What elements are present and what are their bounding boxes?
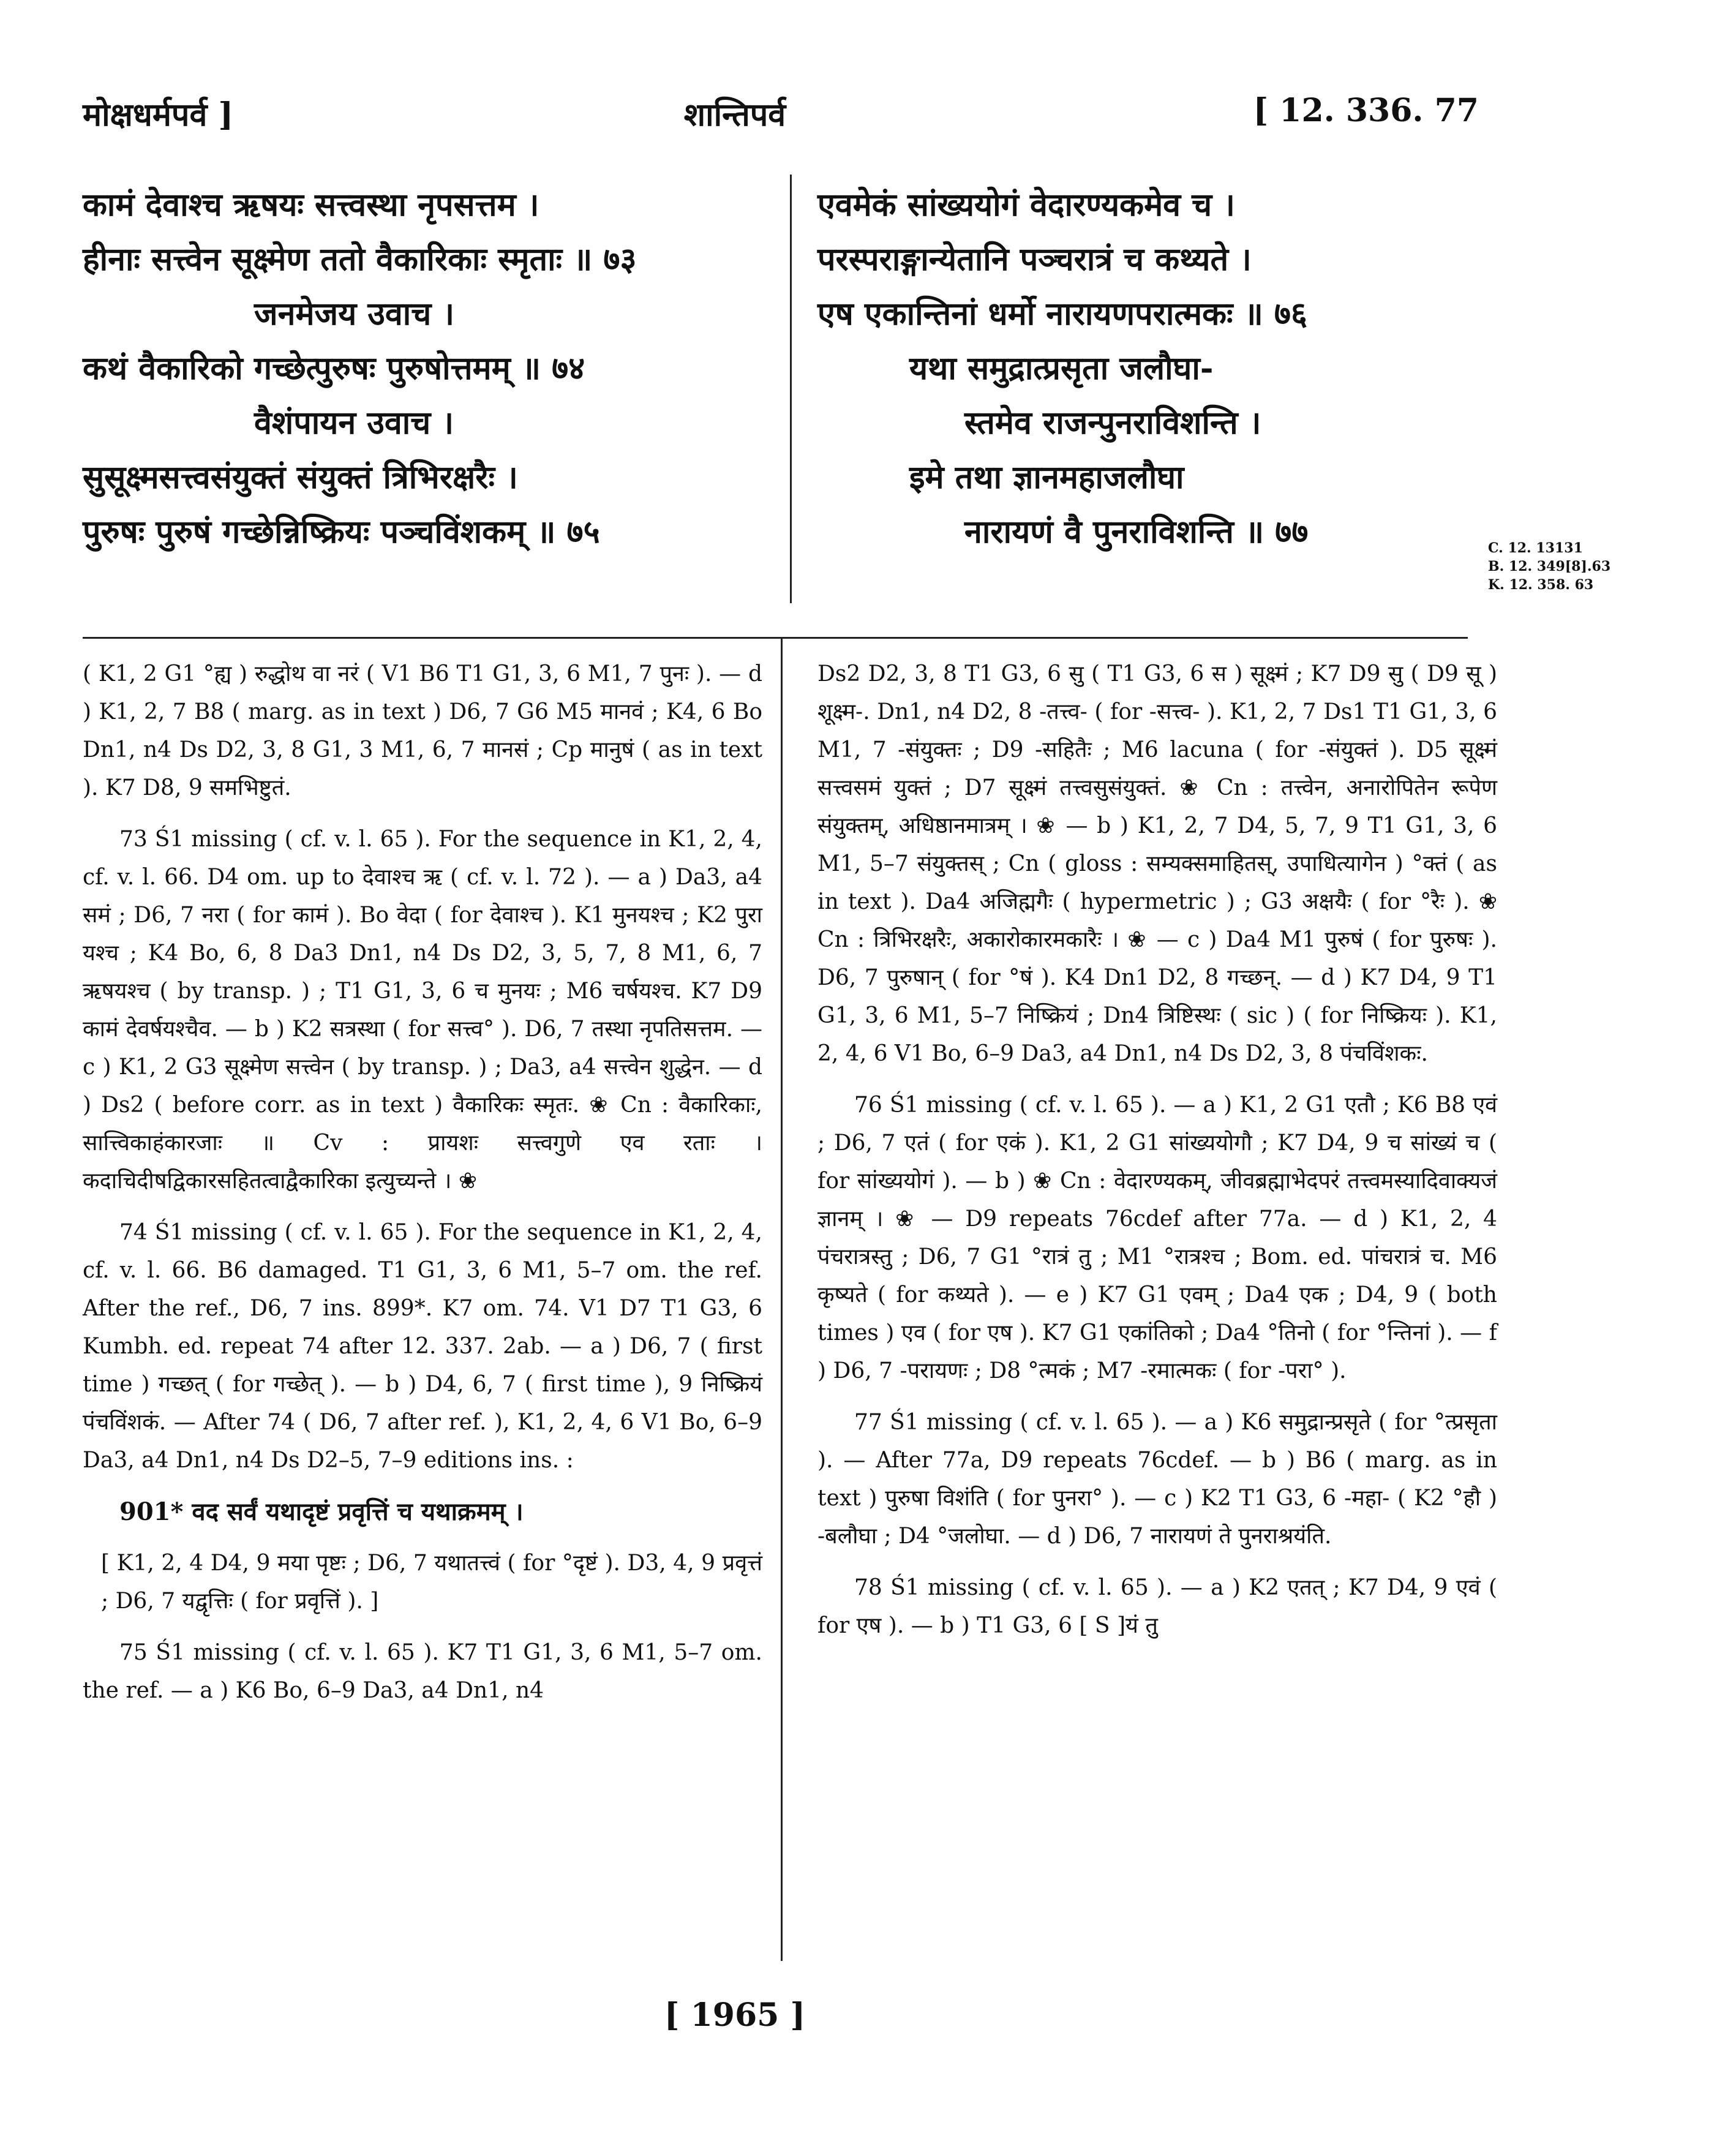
- critical-note: 78 Ś1 missing ( cf. v. l. 65 ). — a ) K2 एतत् ; K7 D4, 9 एवं ( for एष ). — b ) T1 G3, 6 [ S ]यं तु: [817, 1575, 1497, 1638]
- page-header-title: शान्तिपर्व: [683, 96, 786, 134]
- verse-line: नारायणं वै पुनराविशन्ति ॥ ७७: [964, 513, 1309, 551]
- insertion-variants: [ K1, 2, 4 D4, 9 मया पृष्टः ; D6, 7 यथातत्त्वं ( for °दृष्टं ). D3, 4, 9 प्रवृत्तं ; D6, 7 यद्वृत्तिः ( for प्रवृत्तिं ). ]: [101, 1551, 762, 1614]
- verse-line: कामं देवाश्च ऋषयः सत्त्वस्था नृपसत्तम ।: [83, 186, 539, 224]
- verse-line: पुरुषः पुरुषं गच्छेन्निष्क्रियः पञ्चविंशकम् ॥ ७५: [83, 513, 600, 551]
- critical-note: 76 Ś1 missing ( cf. v. l. 65 ). — a ) K1, 2 G1 एतौ ; K6 B8 एवं ; D6, 7 एतं ( for एकं ). K1, 2 G1 सांख्ययोगौ ; K7 D4, 9 च सांख्यं च ( for सांख्ययोगं ). — b ) ❀ Cn : वेदारण्यकम्, जीवब्रह्माभेदपरं तत्त्वमस्यादिवाक्यजं ज्ञानम् । ❀ — D9 repeats 76cdef after 77a. — d ) K1, 2, 4 पंचरात्रस्तु ; D6, 7 G1 °रात्रं तु ; M1 °रात्रश्च ; Bom. ed. पांचरात्रं च. M6 कृष्यते ( for कथ्यते ). — e ) K7 G1 एवम् ; Da4 एक ; D4, 9 ( both times ) एव ( for एष ). K7 G1 एकांतिको ; Da4 °तिनो ( for °न्तिनां ). — f ) D6, 7 -परायणः ; D8 °त्मकं ; M7 -रमात्मकः ( for -परा° ).: [817, 1093, 1497, 1383]
- critical-note: ( K1, 2 G1 °ह्य ) रुद्धोथ वा नरं ( V1 B6 T1 G1, 3, 6 M1, 7 पुनः ). — d ) K1, 2, 7 B8 ( marg. as in text ) D6, 7 G6 M5 मानवं ; K4, 6 Bo Dn1, n4 Ds D2, 3, 8 G1, 3 M1, 6, 7 मानसं ; Cp मानुषं ( as in text ). K7 D8, 9 समभिष्टुतं.: [83, 661, 762, 800]
- insertion-passage: 901* वद सर्वं यथादृष्टं प्रवृत्तिं च यथाक्रमम् ।: [119, 1497, 524, 1526]
- verse-line: यथा समुद्रात्प्रसृता जलौघा-: [909, 350, 1214, 387]
- margin-concordance: [1488, 539, 1610, 594]
- page-header-left: मोक्षधर्मपर्व ]: [83, 96, 234, 134]
- critical-note: 73 Ś1 missing ( cf. v. l. 65 ). For the sequence in K1, 2, 4, cf. v. l. 66. D4 om. up to देवाश्च ऋ ( cf. v. l. 72 ). — a ) Da3, a4 समं ; D6, 7 नरा ( for कामं ). Bo वेदा ( for देवाश्च ). K1 मुनयश्च ; K2 पुरा यश्च ; K4 Bo, 6, 8 Da3 Dn1, n4 Ds D2, 3, 5, 7, 8 M1, 6, 7 ऋषयश्च ( by transp. ) ; T1 G1, 3, 6 च मुनयः ; M6 चर्षयश्च. K7 D9 कामं देवर्षयश्चैव. — b ) K2 सत्रस्था ( for सत्त्व° ). D6, 7 तस्था नृपतिसत्तम. — c ) K1, 2 G3 सूक्ष्मेण सत्त्वेन ( by transp. ) ; Da3, a4 सत्त्वेन शुद्धेन. — d ) Ds2 ( before corr. as in text ) वैकारिकः स्मृतः. ❀ Cn : वैकारिकाः, सात्त्विकाहंकारजाः ॥ Cv : प्रायशः सत्त्वगुणे एव रताः । कदाचिदीषद्विकारसहितत्वाद्वैकारिका इत्युच्यन्ते । ❀: [83, 827, 762, 1194]
- verse-line: परस्पराङ्गान्येतानि पञ्चरात्रं च कथ्यते ।: [817, 241, 1252, 278]
- critical-note: 74 Ś1 missing ( cf. v. l. 65 ). For the sequence in K1, 2, 4, cf. v. l. 66. B6 damaged. T1 G1, 3, 6 M1, 5–7 om. the ref. After the ref., D6, 7 ins. 899*. K7 om. 74. V1 D7 T1 G3, 6 Kumbh. ed. repeat 74 after 12. 337. 2ab. — a ) D6, 7 ( first time ) गच्छत् ( for गच्छेत् ). — b ) D4, 6, 7 ( first time ), 9 निष्क्रियं पंचविंशकं. — After 74 ( D6, 7 after ref. ), K1, 2, 4, 6 V1 Bo, 6–9 Da3, a4 Dn1, n4 Ds D2–5, 7–9 editions ins. :: [83, 1220, 762, 1473]
- verse-line: हीनाः सत्त्वेन सूक्ष्मेण ततो वैकारिकाः स्मृताः ॥ ७३: [83, 241, 637, 278]
- column-divider-bottom: [781, 638, 783, 1961]
- notes-column-left: [83, 655, 762, 1723]
- verse-line: एवमेकं सांख्ययोगं वेदारण्यकमेव च ।: [817, 186, 1236, 224]
- margin-ref: K. 12. 358. 63: [1488, 577, 1594, 593]
- critical-note: Ds2 D2, 3, 8 T1 G3, 6 सु ( T1 G3, 6 स ) सूक्ष्मं ; K7 D9 सु ( D9 सू ) शूक्ष्म-. Dn1, n4 D2, 8 -तत्त्व- ( for -सत्त्व- ). K1, 2, 7 Ds1 T1 G1, 3, 6 M1, 7 -संयुक्तः ; D9 -सहितैः ; M6 lacuna ( for -संयुक्तं ). D5 सूक्ष्मं सत्त्वसमं युक्तं ; D7 सूक्ष्मं तत्त्वसुसंयुक्तं. ❀ Cn : तत्त्वेन, अनारोपितेन रूपेण संयुक्तम्, अधिष्ठानमात्रम् । ❀ — b ) K1, 2, 7 D4, 5, 7, 9 T1 G1, 3, 6 M1, 5–7 संयुक्तस् ; Cn ( gloss : सम्यक्समाहितस्, उपाधित्यागेन ) °क्तं ( as in text ). Da4 अजिह्मगैः ( hypermetric ) ; G3 अक्षयैः ( for °रैः ). ❀ Cn : त्रिभिरक्षरैः, अकारोकारमकारैः । ❀ — c ) Da4 M1 पुरुषं ( for पुरुषः ). D6, 7 पुरुषान् ( for °षं ). K4 Dn1 D2, 8 गच्छन्. — d ) K7 D4, 9 T1 G1, 3, 6 M1, 5–7 निष्क्रियं ; Dn4 त्रिष्टिस्थः ( sic ) ( for निष्क्रियः ). K1, 2, 4, 6 V1 Bo, 6–9 Da3, a4 Dn1, n4 Ds D2, 3, 8 पंचविंशकः.: [817, 661, 1497, 1066]
- column-divider-top: [790, 175, 792, 603]
- critical-note: 77 Ś1 missing ( cf. v. l. 65 ). — a ) K6 समुद्रान्प्रसृते ( for °त्प्रसृता ). — After 77a, D9 repeats 76cdef. — b ) B6 ( marg. as in text ) पुरुषा विशंति ( for पुनरा° ). — c ) K2 T1 G3, 6 -महा- ( K2 °हौ ) -बलौघा ; D4 °जलोघा. — d ) D6, 7 नारायणं ते पुनराश्रयंति.: [817, 1410, 1497, 1549]
- horizontal-rule: [83, 637, 1468, 639]
- margin-ref: B. 12. 349[8].63: [1488, 559, 1611, 574]
- critical-note: 75 Ś1 missing ( cf. v. l. 65 ). K7 T1 G1, 3, 6 M1, 5–7 om. the ref. — a ) K6 Bo, 6–9 Da3, a4 Dn1, n4: [83, 1640, 762, 1703]
- notes-column-right: [817, 655, 1497, 1658]
- verse-line: एष एकान्तिनां धर्मो नारायणपरात्मकः ॥ ७६: [817, 295, 1307, 333]
- verse-line: कथं वैकारिको गच्छेत्पुरुषः पुरुषोत्तमम् ॥ ७४: [83, 350, 585, 387]
- verse-column-right: [817, 178, 1540, 559]
- page-header-reference: [ 12. 336. 77: [1253, 92, 1479, 129]
- page-number: [ 1965 ]: [664, 1996, 806, 2034]
- speaker-heading: जनमेजय उवाच ।: [254, 295, 455, 333]
- speaker-heading: वैशंपायन उवाच ।: [254, 404, 454, 442]
- verse-line: इमे तथा ज्ञानमहाजलौघा: [909, 459, 1184, 496]
- verse-line: स्तमेव राजन्पुनराविशन्ति ।: [964, 404, 1261, 442]
- verse-line: सुसूक्ष्मसत्त्वसंयुक्तं संयुक्तं त्रिभिरक्षरैः ।: [83, 459, 518, 496]
- verse-column-left: [83, 178, 805, 559]
- margin-ref: C. 12. 13131: [1488, 540, 1583, 556]
